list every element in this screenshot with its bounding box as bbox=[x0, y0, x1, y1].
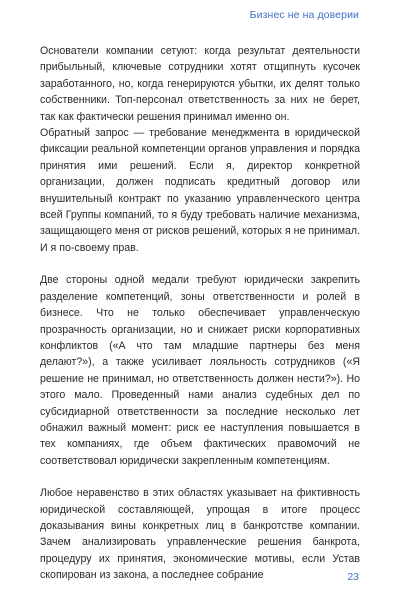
paragraph-gap bbox=[40, 256, 360, 272]
paragraph-reverse-request: Обратный запрос — требование менеджмента в юридической фиксации реальной компетенции органов управления и порядка принятия ими решений. Если я, директор конкретной организации, должен подписать кредитный договор или внушительный контракт по указанию управленческого центра всей Группы компаний, то я буду требовать наличие механизма, защищающего меня от рисков решений, которых я не принимал. И я по-своему прав. bbox=[40, 127, 360, 254]
page-number: 23 bbox=[347, 571, 359, 583]
paragraph-inequality: Любое неравенство в этих областях указывает на фиктивность юридической составляющей, упрощая в итоге процесс доказывания вины конкретных лиц в банкротстве компании. Зачем анализировать управленческие решения банкрота, процедуру их принятия, экономические мотивы, если Устав скопирован из закона, а последнее собрание bbox=[40, 487, 360, 582]
paragraph-founders-complaint: Основатели компании сетуют: когда результат деятельности прибыльный, ключевые сотрудники хотят отщипнуть кусочек заработанного, но, когда генерируются убытки, их делят только собственники. Топ-персонал ответственность за них не берет, так как фактически решения принимал именно он. bbox=[40, 45, 360, 123]
paragraph-gap bbox=[40, 469, 360, 485]
page-body bbox=[40, 43, 360, 584]
paragraph-two-sides: Две стороны одной медали требуют юридически закрепить разделение компетенций, зоны ответственности и ролей в бизнесе. Что не только обеспечивает управленческую прозрачность организации, но и снижает риски корпоративных конфликтов («А что там младшие партнеры без меня делают?»), а также усиливает лояльность сотрудников («Я решение не принимал, но ответственность должен нести?»). Но этого мало. Проведенный нами анализ судебных дел по субсидиарной ответственности за последние несколько лет обнажил важный момент: риск ее наступления повышается в тех компаниях, где объем фактических правомочий не соответствовал юридически закрепленным компетенциям. bbox=[40, 274, 360, 467]
running-header: Бизнес не на доверии bbox=[249, 9, 359, 21]
